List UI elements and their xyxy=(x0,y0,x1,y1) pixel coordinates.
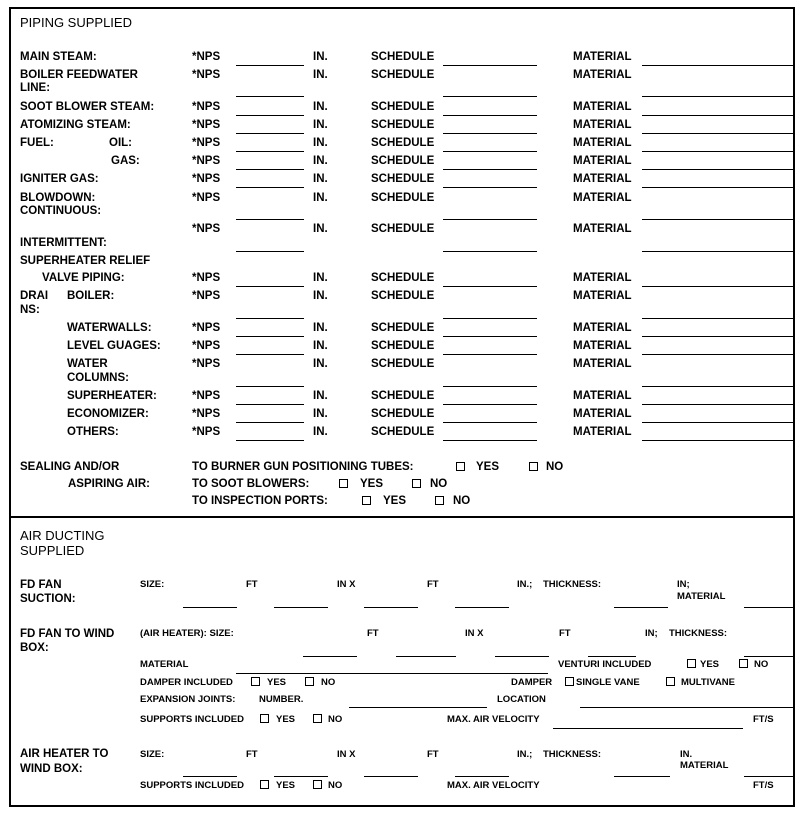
size-label: SIZE: xyxy=(140,579,165,590)
size-ft-field[interactable] xyxy=(183,776,237,777)
damper-label: DAMPER xyxy=(511,677,553,688)
material-label: MATERIAL xyxy=(573,155,632,167)
nps-field[interactable] xyxy=(236,318,304,319)
in-label: IN. xyxy=(313,390,328,402)
in-x-label: IN X xyxy=(337,749,356,760)
nps-field[interactable] xyxy=(236,169,304,170)
blowdown-label: BLOWDOWN: xyxy=(20,192,96,204)
schedule-field[interactable] xyxy=(443,318,537,319)
nps-field[interactable] xyxy=(236,422,304,423)
schedule-field[interactable] xyxy=(443,440,537,441)
no-label: NO xyxy=(430,478,448,490)
intermittent-label: INTERMITTENT: xyxy=(20,237,107,249)
size-in-field[interactable] xyxy=(274,607,328,608)
thickness-label: THICKNESS: xyxy=(543,579,602,590)
aspiring-air-label: ASPIRING AIR: xyxy=(68,478,150,490)
nps-label: *NPS xyxy=(192,322,221,334)
no-label: NO xyxy=(453,495,471,507)
igniter-gas-label: IGNITER GAS: xyxy=(20,173,99,185)
burner-no-checkbox[interactable] xyxy=(529,462,538,471)
material-label: MATERIAL xyxy=(573,69,632,81)
schedule-field[interactable] xyxy=(443,96,537,97)
material-field[interactable] xyxy=(642,386,795,387)
to-inspection-label: TO INSPECTION PORTS: xyxy=(192,495,328,507)
schedule-field[interactable] xyxy=(443,219,537,220)
line-label: LINE: xyxy=(20,82,51,94)
in-label: IN. xyxy=(313,426,328,438)
schedule-label: SCHEDULE xyxy=(371,51,435,63)
max-air-velocity-label: MAX. AIR VELOCITY xyxy=(447,714,540,725)
sealing-label: SEALING AND/OR xyxy=(20,461,120,473)
to-soot-label: TO SOOT BLOWERS: xyxy=(192,478,310,490)
size-ft2-field[interactable] xyxy=(364,607,418,608)
max-air-velocity-field[interactable] xyxy=(553,728,743,729)
material-field[interactable] xyxy=(642,96,795,97)
material-field[interactable] xyxy=(744,607,795,608)
single-vane-checkbox[interactable] xyxy=(565,677,574,686)
material-label: MATERIAL xyxy=(573,272,632,284)
supports-no-checkbox[interactable] xyxy=(313,714,322,723)
schedule-field[interactable] xyxy=(443,422,537,423)
nps-label: *NPS xyxy=(192,51,221,63)
schedule-label: SCHEDULE xyxy=(371,192,435,204)
in-label: IN. xyxy=(313,173,328,185)
nps-label: *NPS xyxy=(192,390,221,402)
material-label: MATERIAL xyxy=(680,760,729,771)
yes-label: YES xyxy=(267,677,287,688)
schedule-label: SCHEDULE xyxy=(371,173,435,185)
ft-label: FT xyxy=(559,628,571,639)
size-in2-field[interactable] xyxy=(588,656,636,657)
no-label: NO xyxy=(754,659,769,670)
ft-label: FT xyxy=(427,579,439,590)
material-label: MATERIAL xyxy=(573,173,632,185)
air-heater-to-label: AIR HEATER TO xyxy=(20,748,109,760)
material-field[interactable] xyxy=(642,219,795,220)
nps-label: *NPS xyxy=(192,173,221,185)
in-label: IN. xyxy=(313,101,328,113)
multivane-checkbox[interactable] xyxy=(666,677,675,686)
venturi-label: VENTURI INCLUDED xyxy=(558,659,652,670)
schedule-field[interactable] xyxy=(443,133,537,134)
schedule-field[interactable] xyxy=(443,251,537,252)
supports-yes-checkbox[interactable] xyxy=(260,714,269,723)
nps-label: *NPS xyxy=(192,119,221,131)
gas-label: GAS: xyxy=(111,155,140,167)
no-label: NO xyxy=(328,780,343,791)
schedule-label: SCHEDULE xyxy=(371,101,435,113)
material-label: MATERIAL xyxy=(573,390,632,402)
nps-label: *NPS xyxy=(192,223,221,235)
size-ft-field[interactable] xyxy=(303,656,357,657)
nps-field[interactable] xyxy=(236,404,304,405)
yes-label: YES xyxy=(383,495,407,507)
nps-label: *NPS xyxy=(192,358,221,370)
nps-label: *NPS xyxy=(192,340,221,352)
nps-field[interactable] xyxy=(236,336,304,337)
in-x-label: IN X xyxy=(337,579,356,590)
main-steam-label: MAIN STEAM: xyxy=(20,51,97,63)
nps-label: *NPS xyxy=(192,426,221,438)
nps-label: *NPS xyxy=(192,408,221,420)
size-in-field[interactable] xyxy=(396,656,456,657)
supports-yes-checkbox[interactable] xyxy=(260,780,269,789)
in-label: IN. xyxy=(313,155,328,167)
thickness-field[interactable] xyxy=(614,607,668,608)
nps-field[interactable] xyxy=(236,133,304,134)
size-label: SIZE: xyxy=(140,749,165,760)
material-label: MATERIAL xyxy=(677,591,726,602)
material-field[interactable] xyxy=(642,286,795,287)
in-label: IN. xyxy=(313,340,328,352)
no-label: NO xyxy=(321,677,336,688)
nps-field[interactable] xyxy=(236,354,304,355)
schedule-field[interactable] xyxy=(443,404,537,405)
in-label: IN. xyxy=(313,137,328,149)
section-divider xyxy=(9,516,795,518)
box-label: BOX: xyxy=(20,642,49,654)
location-field[interactable] xyxy=(580,707,795,708)
nps-field[interactable] xyxy=(236,65,304,66)
schedule-label: SCHEDULE xyxy=(371,290,435,302)
drain-waterwalls-label: WATERWALLS: xyxy=(67,322,152,334)
in-dot-label: IN. xyxy=(680,749,693,760)
air-section-title-2: SUPPLIED xyxy=(20,543,85,558)
ft-label: FT xyxy=(367,628,379,639)
nps-label: *NPS xyxy=(192,137,221,149)
size-in-field[interactable] xyxy=(274,776,328,777)
thickness-field[interactable] xyxy=(744,656,795,657)
ft-label: FT xyxy=(246,749,258,760)
material-label: MATERIAL xyxy=(573,51,632,63)
in-label: IN. xyxy=(313,69,328,81)
material-field[interactable] xyxy=(642,133,795,134)
material-field[interactable] xyxy=(642,318,795,319)
schedule-label: SCHEDULE xyxy=(371,69,435,81)
in-label: IN. xyxy=(313,358,328,370)
nps-field[interactable] xyxy=(236,251,304,252)
material-field[interactable] xyxy=(642,251,795,252)
nps-label: *NPS xyxy=(192,69,221,81)
nps-field[interactable] xyxy=(236,286,304,287)
nps-label: *NPS xyxy=(192,272,221,284)
material-field[interactable] xyxy=(642,440,795,441)
nps-field[interactable] xyxy=(236,151,304,152)
in-label: IN. xyxy=(313,192,328,204)
in-comma-label: IN; xyxy=(677,579,690,590)
in-label: IN. xyxy=(313,272,328,284)
yes-label: YES xyxy=(476,461,500,473)
material-field[interactable] xyxy=(642,354,795,355)
material-field[interactable] xyxy=(642,169,795,170)
material-label: MATERIAL xyxy=(573,223,632,235)
in-label: IN. xyxy=(313,223,328,235)
valve-piping-label: VALVE PIPING: xyxy=(42,272,125,284)
material-label: MATERIAL xyxy=(573,119,632,131)
yes-label: YES xyxy=(276,780,296,791)
number-field[interactable] xyxy=(349,707,487,708)
air-section-title-1: AIR DUCTING xyxy=(20,528,105,543)
drain-boiler-label: BOILER: xyxy=(67,290,115,302)
material-field[interactable] xyxy=(642,336,795,337)
schedule-label: SCHEDULE xyxy=(371,223,435,235)
material-field[interactable] xyxy=(642,115,795,116)
supports-no-checkbox[interactable] xyxy=(313,780,322,789)
schedule-field[interactable] xyxy=(443,169,537,170)
schedule-label: SCHEDULE xyxy=(371,119,435,131)
in-semi-label: IN.; xyxy=(517,579,533,590)
in-label: IN. xyxy=(313,51,328,63)
schedule-label: SCHEDULE xyxy=(371,272,435,284)
ft-label: FT xyxy=(427,749,439,760)
ft-label: FT xyxy=(246,579,258,590)
thickness-label: THICKNESS: xyxy=(669,628,728,639)
soot-blower-steam-label: SOOT BLOWER STEAM: xyxy=(20,101,155,113)
nps-field[interactable] xyxy=(236,187,304,188)
material-label: MATERIAL xyxy=(573,192,632,204)
nps-label: *NPS xyxy=(192,101,221,113)
material-field[interactable] xyxy=(642,422,795,423)
fts-label: FT/S xyxy=(753,714,774,725)
schedule-field[interactable] xyxy=(443,151,537,152)
nps-field[interactable] xyxy=(236,96,304,97)
no-label: NO xyxy=(328,714,343,725)
schedule-label: SCHEDULE xyxy=(371,426,435,438)
damper-yes-checkbox[interactable] xyxy=(251,677,260,686)
to-burner-label: TO BURNER GUN POSITIONING TUBES: xyxy=(192,461,414,473)
material-label: MATERIAL xyxy=(573,290,632,302)
material-label: MATERIAL xyxy=(573,322,632,334)
drains-label-2: NS: xyxy=(20,304,40,316)
in-label: IN. xyxy=(313,322,328,334)
fts-label: FT/S xyxy=(753,780,774,791)
material-label: MATERIAL xyxy=(573,408,632,420)
schedule-label: SCHEDULE xyxy=(371,358,435,370)
nps-field[interactable] xyxy=(236,386,304,387)
size-ft2-field[interactable] xyxy=(364,776,418,777)
nps-field[interactable] xyxy=(236,440,304,441)
drain-columns-label: COLUMNS: xyxy=(67,372,129,384)
fd-fan-label: FD FAN xyxy=(20,579,62,591)
no-label: NO xyxy=(546,461,564,473)
schedule-field[interactable] xyxy=(443,354,537,355)
supports-included-label: SUPPORTS INCLUDED xyxy=(140,780,244,791)
expansion-joints-label: EXPANSION JOINTS: xyxy=(140,694,236,705)
damper-included-label: DAMPER INCLUDED xyxy=(140,677,233,688)
drain-others-label: OTHERS: xyxy=(67,426,119,438)
in-label: IN. xyxy=(313,119,328,131)
schedule-label: SCHEDULE xyxy=(371,408,435,420)
drain-superheater-label: SUPERHEATER: xyxy=(67,390,157,402)
in-label: IN. xyxy=(313,408,328,420)
material-label: MATERIAL xyxy=(573,137,632,149)
suction-label: SUCTION: xyxy=(20,593,76,605)
size-ft2-field[interactable] xyxy=(495,656,549,657)
in-semi-label: IN.; xyxy=(517,749,533,760)
wind-box-label: WIND BOX: xyxy=(20,763,83,775)
yes-label: YES xyxy=(700,659,720,670)
material-field[interactable] xyxy=(642,65,795,66)
nps-label: *NPS xyxy=(192,290,221,302)
schedule-field[interactable] xyxy=(443,336,537,337)
soot-no-checkbox[interactable] xyxy=(412,479,421,488)
in-label: IN; xyxy=(645,628,658,639)
drain-water-label: WATER xyxy=(67,358,108,370)
superheater-relief-label: SUPERHEATER RELIEF xyxy=(20,255,151,267)
schedule-label: SCHEDULE xyxy=(371,155,435,167)
material-field[interactable] xyxy=(642,151,795,152)
continuous-label: CONTINUOUS: xyxy=(20,205,102,217)
schedule-label: SCHEDULE xyxy=(371,340,435,352)
material-field[interactable] xyxy=(642,187,795,188)
thickness-label: THICKNESS: xyxy=(543,749,602,760)
atomizing-steam-label: ATOMIZING STEAM: xyxy=(20,119,131,131)
material-field[interactable] xyxy=(744,776,795,777)
location-label: LOCATION xyxy=(497,694,546,705)
burner-yes-checkbox[interactable] xyxy=(456,462,465,471)
max-air-velocity-label: MAX. AIR VELOCITY xyxy=(447,780,540,791)
material-label: MATERIAL xyxy=(573,340,632,352)
supports-included-label: SUPPORTS INCLUDED xyxy=(140,714,244,725)
schedule-label: SCHEDULE xyxy=(371,137,435,149)
nps-field[interactable] xyxy=(236,115,304,116)
damper-no-checkbox[interactable] xyxy=(305,677,314,686)
boiler-feedwater-label: BOILER FEEDWATER xyxy=(20,69,138,81)
multivane-label: MULTIVANE xyxy=(681,677,736,688)
schedule-field[interactable] xyxy=(443,187,537,188)
venturi-yes-checkbox[interactable] xyxy=(687,659,696,668)
schedule-field[interactable] xyxy=(443,65,537,66)
in-label: IN. xyxy=(313,290,328,302)
nps-label: *NPS xyxy=(192,155,221,167)
venturi-no-checkbox[interactable] xyxy=(739,659,748,668)
nps-label: *NPS xyxy=(192,192,221,204)
soot-yes-checkbox[interactable] xyxy=(339,479,348,488)
size-in2-field[interactable] xyxy=(455,776,509,777)
material-label: MATERIAL xyxy=(573,426,632,438)
size-ft-field[interactable] xyxy=(183,607,237,608)
thickness-field[interactable] xyxy=(614,776,670,777)
schedule-label: SCHEDULE xyxy=(371,390,435,402)
material-label: MATERIAL xyxy=(140,659,189,670)
air-heater-size-label: (AIR HEATER): SIZE: xyxy=(140,628,234,639)
material-label: MATERIAL xyxy=(573,358,632,370)
yes-label: YES xyxy=(276,714,296,725)
schedule-field[interactable] xyxy=(443,286,537,287)
number-label: NUMBER. xyxy=(259,694,304,705)
size-in2-field[interactable] xyxy=(455,607,509,608)
schedule-label: SCHEDULE xyxy=(371,322,435,334)
nps-field[interactable] xyxy=(236,219,304,220)
oil-label: OIL: xyxy=(109,137,132,149)
in-x-label: IN X xyxy=(465,628,484,639)
piping-section-title: PIPING SUPPLIED xyxy=(20,15,132,30)
material-field[interactable] xyxy=(642,404,795,405)
schedule-field[interactable] xyxy=(443,115,537,116)
fuel-label: FUEL: xyxy=(20,137,54,149)
yes-label: YES xyxy=(360,478,384,490)
material-field[interactable] xyxy=(236,673,548,674)
inspection-no-checkbox[interactable] xyxy=(435,496,444,505)
drain-level-guages-label: LEVEL GUAGES: xyxy=(67,340,161,352)
single-vane-label: SINGLE VANE xyxy=(576,677,640,688)
inspection-yes-checkbox[interactable] xyxy=(362,496,371,505)
schedule-field[interactable] xyxy=(443,386,537,387)
drains-label-1: DRAI xyxy=(20,290,49,302)
fd-to-wind-label: FD FAN TO WIND xyxy=(20,628,115,640)
drain-economizer-label: ECONOMIZER: xyxy=(67,408,149,420)
material-label: MATERIAL xyxy=(573,101,632,113)
